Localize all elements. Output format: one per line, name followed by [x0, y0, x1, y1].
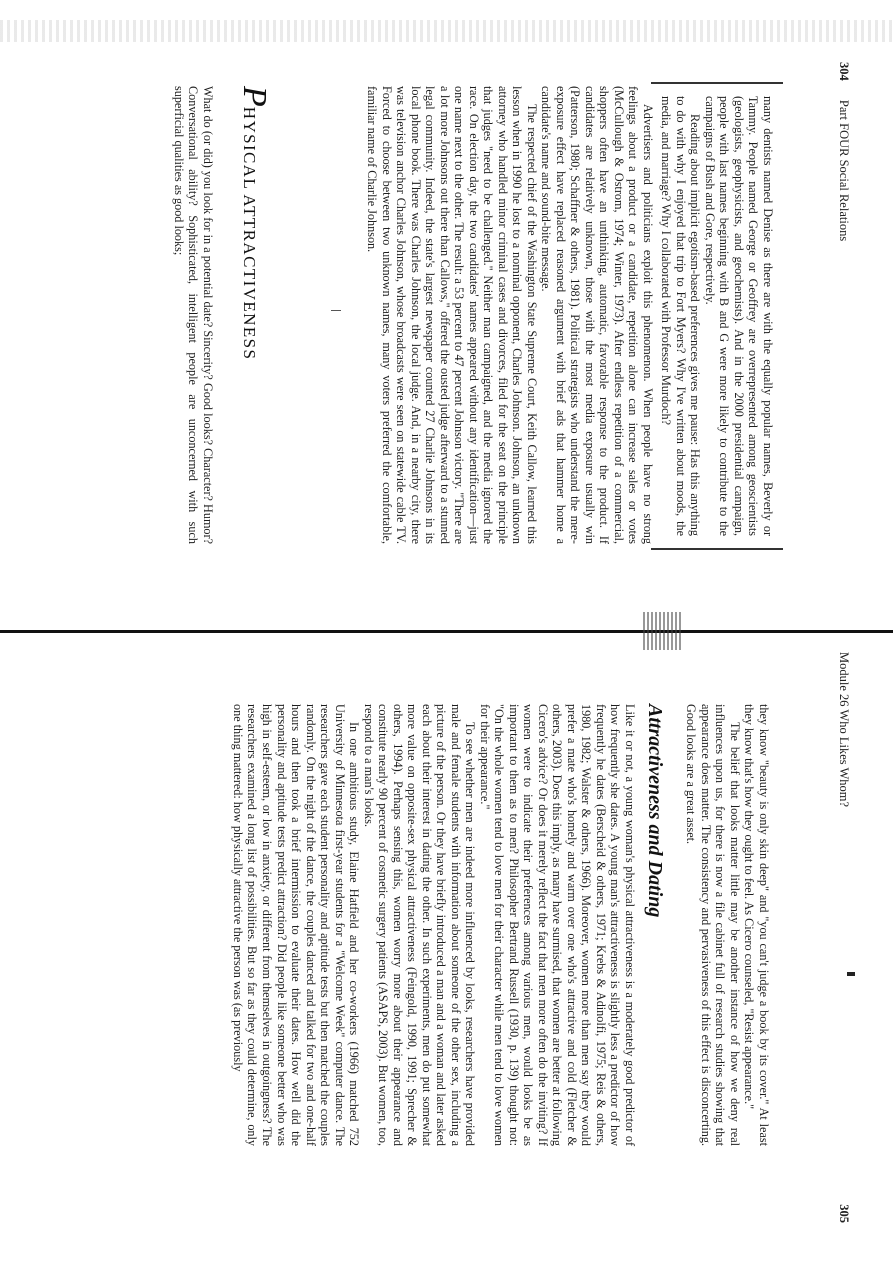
right-running-head-title: Module 26 Who Likes Whom?	[837, 652, 851, 808]
right-page-number: 305	[837, 1204, 851, 1223]
right-page	[0, 632, 893, 1263]
header-mark	[847, 972, 855, 976]
left-section-column	[171, 86, 215, 544]
box-paragraph-1: many dentists named Denise as there are with the equally popular names, Beverly or Tammy. People named George or Geoffrey are overrepresented among geoscientists (geologists, geophysicists, and geochemists). And in the 2000 presidential campaign, people with last names beginning with B and G were more likely to contribute to the campaigns of Bush and Gore, respectively.	[702, 96, 775, 536]
section-heading-initial: P	[236, 86, 273, 107]
left-running-head-title: Part FOUR Social Relations	[837, 99, 851, 242]
right-running-head	[836, 652, 851, 1223]
left-page	[0, 0, 893, 631]
boxed-excerpt	[651, 82, 783, 550]
right-intro-paragraph-1: they know "beauty is only skin deep" and "you can't judge a book by its cover." At least they know that's how they ought to feel. As Cicero counseled, "Resist appearance."	[742, 704, 771, 1146]
right-intro-paragraph-2: The belief that looks matter little may be another instance of how we deny real influences upon us, for there is now a file cabinet full of research studies showing that appearance does matter. The consistency and pervasiveness of this effect is disconcerting. Good looks are a great asset.	[684, 704, 742, 1146]
left-paragraph-1: Advertisers and politicians exploit this phenomenon. When people have no strong feelings about a product or a candidate, repetition alone can increase sales or votes (McCullough & Ostrom, 1974; Winter, 1973). After endless repetition of a commercial, shoppers often have an unthinking, automatic, favorable response to the product. If candidates are relatively unknown, those with the most media exposure usually win (Patterson, 1980; Schaffner & others, 1981). Political strategists who understand the mere-exposure effect have replaced reasoned argument with brief ads that hammer home a candidate's name and sound-bite message.	[539, 86, 655, 544]
left-body-column	[365, 86, 655, 544]
subheading-attractiveness-and-dating: Attractiveness and Dating	[643, 704, 666, 918]
section-paragraph: What do (or did) you look for in a potential date? Sincerity? Good looks? Character? Humor? Conversational ability? Sophisticated, intelligent people are unconcerned with such superficial qualities as good looks;	[171, 86, 215, 544]
right-body-column	[230, 704, 771, 1146]
margin-mark	[331, 310, 341, 311]
left-running-head	[836, 62, 851, 241]
right-paragraph-2: To see whether men are indeed more influenced by looks, researchers have provided male and female students with information about someone of the other sex, including a picture of the person. Or they have briefly introduced a man and a woman and later asked each about their interest in dating the other. In such experiments, men do put somewhat more value on opposite-sex physical attractiveness (Feingold, 1990, 1991; Sprecher & others, 1994). Perhaps sensing this, women worry more about their appearance and constitute nearly 90 percent of cosmetic surgery patients (ASAPS, 2003). But women, too, respond to a man's looks.	[361, 704, 478, 1146]
box-paragraph-2: Reading about implicit egotism-based preferences gives me pause: Has this anything to do with why I enjoyed that trip to Fort Myers? Why I've written about moods, the media, and marriage? Why I collaborated with Professor Murdoch?	[659, 96, 703, 536]
left-page-number: 304	[837, 62, 851, 81]
left-paragraph-2: The respected chief of the Washington State Supreme Court, Keith Callow, learned this lesson when in 1990 he lost to a nominal opponent, Charles Johnson. Johnson, an unknown attorney who handled minor criminal cases and divorces, filed for the seat on the principle that judges "need to be challenged." Neither man campaigned, and the media ignored the race. On election day, the two candidates' names appeared without any identification—just one name next to the other. The result: a 53 percent to 47 percent Johnson victory. "There are a lot more Johnsons out there than Callows," offered the ousted judge afterward to a stunned legal community. Indeed, the state's largest newspaper counted 27 Charlie Johnsons in its local phone book. There was Charles Johnson, the local judge. And, in a nearby city, there was television anchor Charles Johnson, whose broadcasts were seen on statewide cable TV. Forced to choose between two unknown names, many voters preferred the comfortable, familiar name of Charlie Johnson.	[365, 86, 539, 544]
section-heading-rest: HYSICAL ATTRACTIVENESS	[240, 106, 259, 361]
right-paragraph-1: Like it or not, a young woman's physical attractiveness is a moderately good predictor of how frequently she dates. A young man's attractiveness is slightly less a predictor of how frequently he dates (Berscheid & others, 1971; Krebs & Adinolfi, 1975; Reis & others, 1980, 1982; Walster & others, 1966). Moreover, women more than men say they would prefer a mate who's homely and warm over one who's attractive and cold (Fletcher & others, 2003). Does this imply, as many have surmised, that women are better at following Cicero's advice? Or does it merely reflect the fact that men more often do the inviting? If women were to indicate their preferences among various men, would looks be as important to them as to men? Philosopher Bertrand Russell (1930, p. 139) thought not: "On the whole women tend to love men for their character while men tend to love women for their appearance."	[477, 704, 637, 1146]
section-heading-physical-attractiveness	[235, 86, 273, 360]
right-paragraph-3: In one ambitious study, Elaine Hatfield and her co-workers (1966) matched 752 University of Minnesota first-year students for a "Welcome Week" computer dance. The researchers gave each student personality and aptitude tests but then matched the couples randomly. On the night of the dance, the couples danced and talked for two and one-half hours and then took a brief intermission to evaluate their dates. How well did the personality and aptitude tests predict attraction? Did people like someone better who was high in self-esteem, or low in anxiety, or different from themselves in outgoingness? The researchers examined a long list of possibilities. But so far as they could determine, only one thing mattered: how physically attractive the person was (as previously	[230, 704, 362, 1146]
